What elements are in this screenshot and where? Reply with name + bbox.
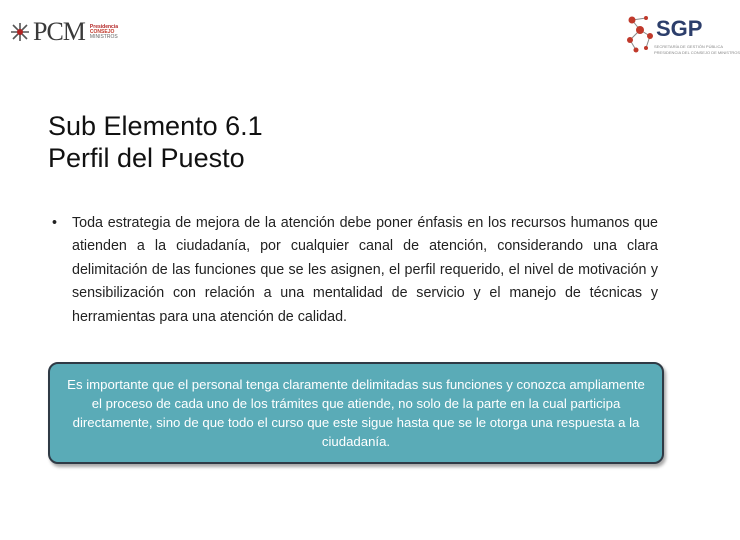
callout-box — [48, 362, 664, 464]
slide-title-line-2: Perfil del Puesto — [48, 143, 245, 173]
slide-title — [48, 110, 648, 174]
pcm-logo — [10, 14, 118, 50]
callout-text: Es importante que el personal tenga claramente delimitadas sus funciones y conozca ampliamente el proceso de cada uno de los trámites que atiende, no solo de la parte en la cual participa directamente, sino de que todo el curso que este sigue hasta que se le otorga una respuesta a la ciudadanía. — [67, 377, 645, 449]
sgp-logo-subtitle-2: PRESIDENCIA DEL CONSEJO DE MINISTROS — [654, 50, 740, 55]
pcm-logo-text: PCM — [33, 17, 85, 46]
pcm-sub-line: CONSEJO — [89, 28, 115, 35]
pcm-logo-subtitle — [90, 25, 118, 40]
pcm-sub-line: Presidencia — [89, 23, 118, 30]
bullet-item — [52, 212, 658, 329]
slide-title-line-1: Sub Elemento 6.1 — [48, 111, 263, 141]
pcm-emblem-icon — [10, 22, 30, 42]
bullet-dot-icon: • — [52, 215, 58, 231]
sgp-logo — [624, 14, 740, 58]
sgp-logo-text: SGP — [656, 16, 703, 41]
slide-header — [0, 0, 740, 70]
pcm-sub-line: MINISTROS — [89, 33, 118, 40]
bullet-text: Toda estrategia de mejora de la atención debe poner énfasis en los recursos humanos que atienden a la ciudadanía, por cualquier canal de atención, considerando una clara delimitación de las funciones que se les asignen, el perfil requerido, el nivel de motivación y sensibilización con relación a una mentalidad de servicio y el manejo de técnicas y herramientas para una atención de calidad. — [72, 215, 658, 325]
sgp-molecule-icon — [624, 14, 658, 54]
sgp-logo-subtitle: SECRETARÍA DE GESTIÓN PÚBLICA — [654, 44, 724, 49]
